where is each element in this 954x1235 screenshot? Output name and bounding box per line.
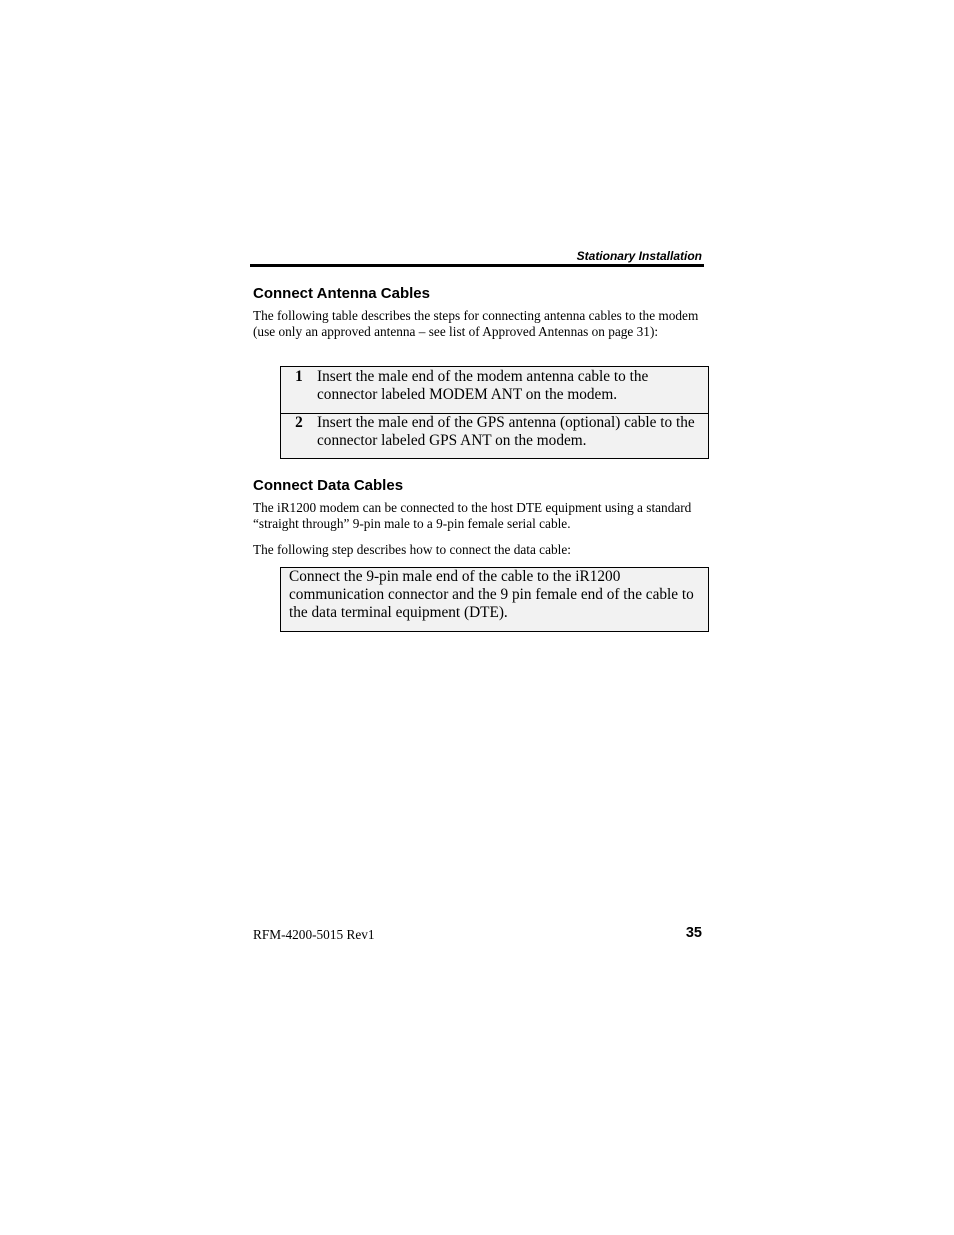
- section-heading-antenna: Connect Antenna Cables: [253, 285, 430, 302]
- table-row: [281, 413, 708, 458]
- header-rule: [250, 264, 704, 267]
- step-number: 2: [295, 414, 303, 431]
- antenna-steps-table: [280, 366, 709, 459]
- data-cables-step-intro: The following step describes how to connect the data cable:: [253, 542, 571, 557]
- table-row: [281, 367, 708, 413]
- antenna-intro-paragraph: The following table describes the steps for connecting antenna cables to the modem (use only an approved antenna – see list of Approved Antennas on page 31):: [253, 308, 699, 339]
- page-number: 35: [685, 925, 702, 941]
- step-text: Connect the 9-pin male end of the cable to the iR1200 communication connector and the 9 pin female end of the cable to the data terminal equipment (DTE).: [289, 568, 694, 621]
- data-cables-intro-paragraph: The iR1200 modem can be connected to the host DTE equipment using a standard “straight through” 9-pin male to a 9-pin female serial cable.: [253, 500, 692, 531]
- data-cable-step-box: [280, 567, 709, 632]
- section-heading-data-cables: Connect Data Cables: [253, 477, 404, 494]
- step-text: Insert the male end of the GPS antenna (optional) cable to the connector labeled GPS ANT on the modem.: [317, 414, 695, 449]
- step-text: Insert the male end of the modem antenna cable to the connector labeled MODEM ANT on the modem.: [317, 368, 649, 403]
- running-header-title: Stationary Installation: [576, 249, 702, 263]
- footer-doc-id: RFM-4200-5015 Rev1: [253, 927, 375, 942]
- step-number: 1: [295, 368, 303, 385]
